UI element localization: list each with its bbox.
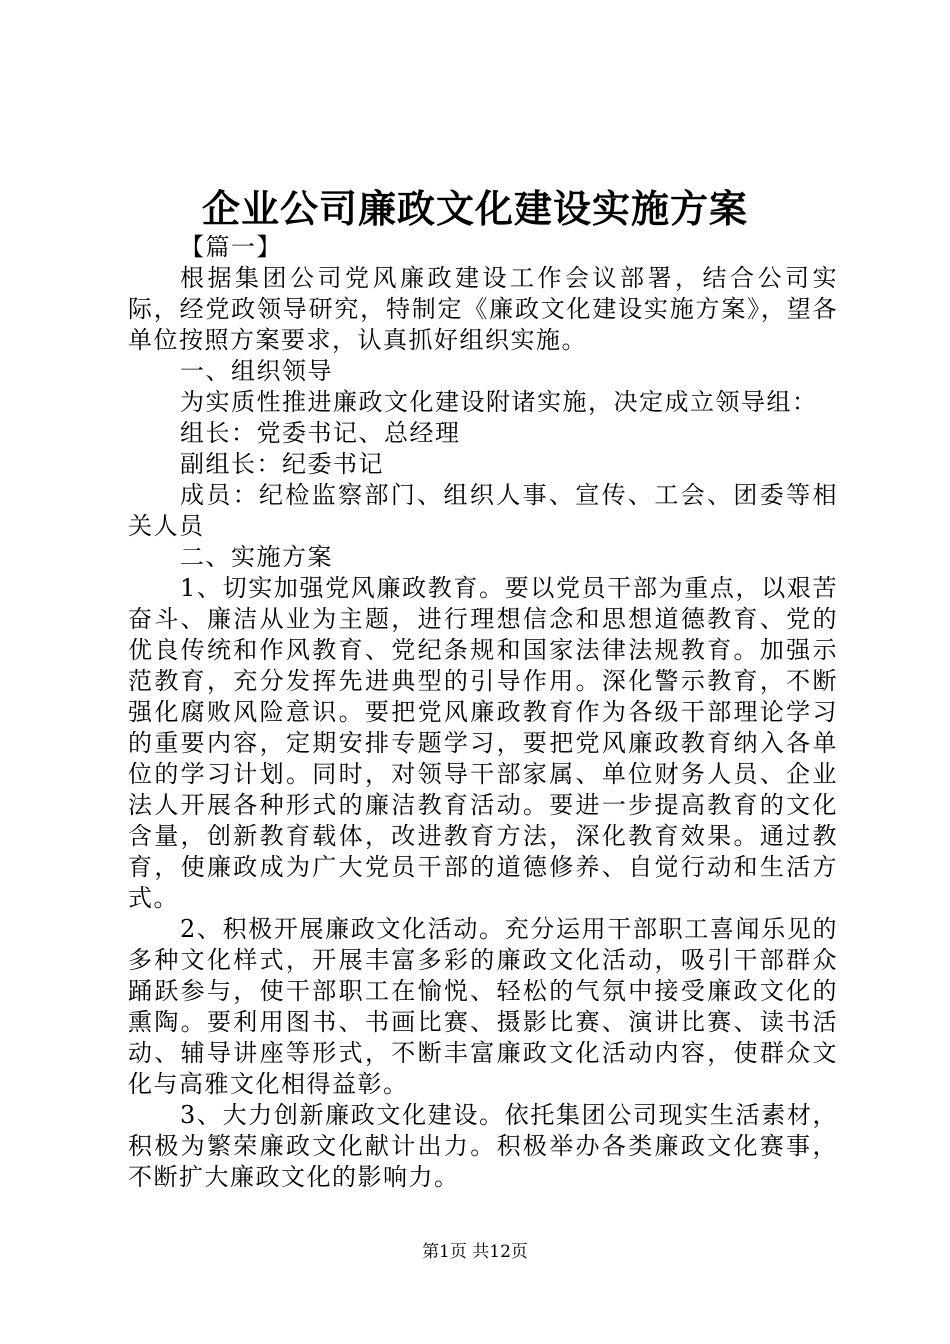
document-body	[128, 232, 838, 1193]
paragraph-deputy-leader: 副组长：纪委书记	[180, 450, 384, 478]
heading-implementation: 二、实施方案	[180, 543, 333, 571]
paragraph-item-3: 3、大力创新廉政文化建设。依托集团公司现实生活素材，积极为繁荣廉政文化献计出力。积极举办各类廉政文化赛事，不断扩大廉政文化的影响力。	[128, 1101, 838, 1191]
heading-organization: 一、组织领导	[180, 357, 333, 385]
document-title: 企业公司廉政文化建设实施方案	[201, 186, 748, 231]
paragraph-group-leader: 组长：党委书记、总经理	[180, 419, 461, 447]
paragraph-item-2: 2、积极开展廉政文化活动。充分运用干部职工喜闻乐见的多种文化样式，开展丰富多彩的廉政文化活动，吸引干部群众踊跃参与，使干部职工在愉悦、轻松的气氛中接受廉政文化的熏陶。要利用图书、书画比赛、摄影比赛、演讲比赛、读书活动、辅导讲座等形式，不断丰富廉政文化活动内容，使群众文化与高雅文化相得益彰。	[128, 915, 838, 1098]
page-footer: 第1页 共12页	[422, 1242, 528, 1262]
paragraph-item-1: 1、切实加强党风廉政教育。要以党员干部为重点，以艰苦奋斗、廉洁从业为主题，进行理想信念和思想道德教育、党的优良传统和作风教育、党纪条规和国家法律法规教育。加强示范教育，充分发挥先进典型的引导作用。深化警示教育，不断强化腐败风险意识。要把党风廉政教育作为各级干部理论学习的重要内容，定期安排专题学习，要把党风廉政教育纳入各单位的学习计划。同时，对领导干部家属、单位财务人员、企业法人开展各种形式的廉洁教育活动。要进一步提高教育的文化含量，创新教育载体，改进教育方法，深化教育效果。通过教育，使廉政成为广大党员干部的道德修养、自觉行动和生活方式。	[128, 574, 838, 912]
section-marker: 【篇一】	[180, 233, 282, 261]
paragraph-members: 成员：纪检监察部门、组织人事、宣传、工会、团委等相关人员	[128, 481, 838, 540]
intro-paragraph: 根据集团公司党风廉政建设工作会议部署，结合公司实际，经党政领导研究，特制定《廉政文化建设实施方案》，望各单位按照方案要求，认真抓好组织实施。	[128, 264, 838, 354]
paragraph-leadership-group: 为实质性推进廉政文化建设附诸实施，决定成立领导组：	[180, 388, 818, 416]
